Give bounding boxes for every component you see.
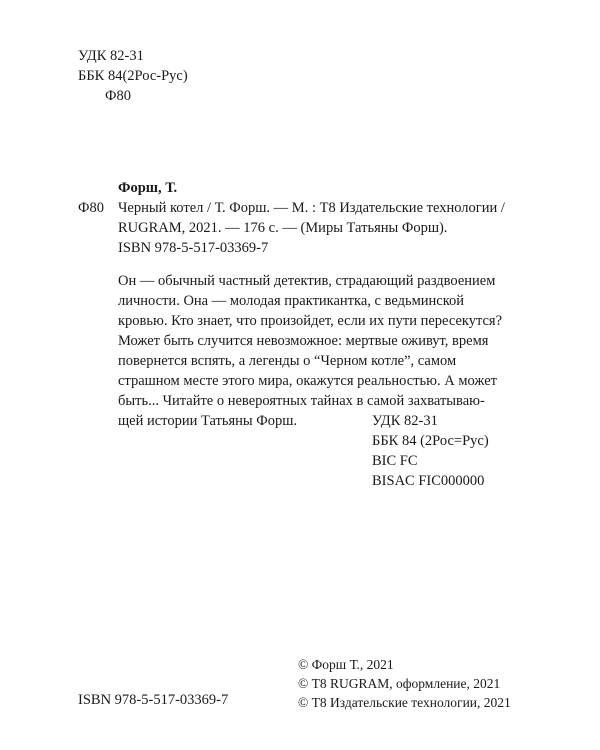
entry-code: Ф80 bbox=[78, 200, 104, 216]
annotation-line: страшном месте этого мира, окажутся реальностью. А может bbox=[118, 373, 497, 389]
bib-line-2: RUGRAM, 2021. — 176 с. — (Миры Татьяны Форш). bbox=[118, 220, 448, 236]
bibliographic-row bbox=[78, 198, 518, 238]
copyright-line: © Форш Т., 2021 bbox=[298, 657, 394, 672]
copyright-line: © Т8 Издательские технологии, 2021 bbox=[298, 695, 511, 710]
bibliographic-entry bbox=[78, 178, 518, 238]
isbn-bottom: ISBN 978-5-517-03369-7 bbox=[78, 692, 229, 708]
annotation-line: быть... Читайте о невероятных тайнах в самой захватываю- bbox=[118, 393, 485, 409]
classif-bic: BIC FC bbox=[372, 453, 418, 469]
bibliographic-description bbox=[118, 198, 518, 238]
author-mark: Ф80 bbox=[105, 88, 131, 104]
bbk-code: ББК 84(2Рос-Рус) bbox=[78, 68, 188, 84]
annotation bbox=[118, 271, 503, 431]
classif-bbk: ББК 84 (2Рос=Рус) bbox=[372, 433, 489, 449]
author-name: Форш, Т. bbox=[118, 180, 178, 196]
annotation-line: повернется вспять, а легенды о “Черном котле”, самом bbox=[118, 353, 457, 369]
top-index-block bbox=[78, 46, 188, 106]
udk-code: УДК 82-31 bbox=[78, 48, 144, 64]
classification-block bbox=[372, 411, 489, 491]
classif-bisac: BISAC FIC000000 bbox=[372, 473, 485, 489]
classif-udk: УДК 82-31 bbox=[372, 413, 438, 429]
annotation-line: Может быть случится невозможное: мертвые оживут, время bbox=[118, 333, 489, 349]
isbn-main: ISBN 978-5-517-03369-7 bbox=[118, 240, 269, 256]
annotation-line: кровью. Кто знает, что произойдет, если их пути пересекутся? bbox=[118, 313, 503, 329]
annotation-line: Он — обычный частный детектив, страдающий раздвоением bbox=[118, 273, 496, 289]
copyright-line: © Т8 RUGRAM, оформление, 2021 bbox=[298, 676, 501, 691]
annotation-line: щей истории Татьяны Форш. bbox=[118, 413, 298, 429]
copyright-block bbox=[298, 655, 511, 712]
annotation-line: личности. Она — молодая практикантка, с ведьминской bbox=[118, 293, 465, 309]
bib-line-1: Черный котел / Т. Форш. — М. : Т8 Издательские технологии / bbox=[118, 200, 505, 216]
